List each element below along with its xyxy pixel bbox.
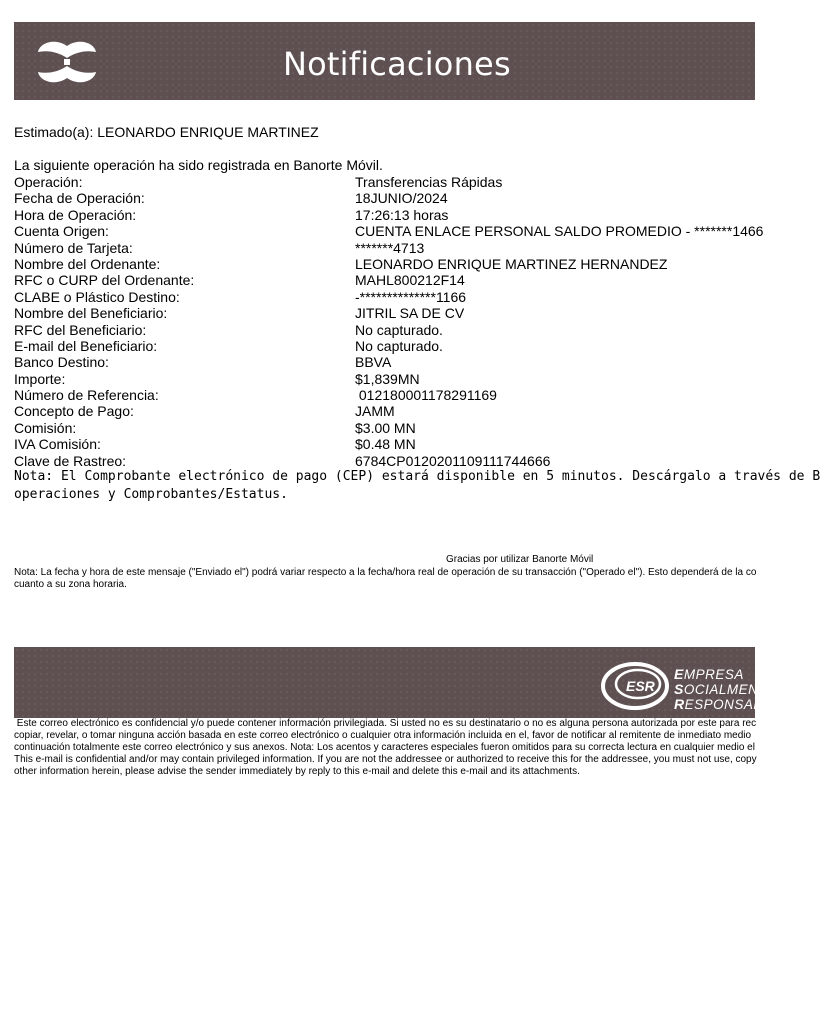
detail-row [14,354,768,370]
detail-value: 17:26:13 horas [355,206,449,223]
detail-value: 012180001178291169 [355,387,497,404]
greeting: Estimado(a): LEONARDO ENRIQUE MARTINEZ [14,124,319,140]
detail-value: 18JUNIO/2024 [355,190,448,207]
confidentiality-disclaimer [14,718,768,778]
detail-value: BBVA [355,354,392,371]
disclaimer-line: Este correo electrónico es confidencial y/o puede contener información privilegiada. Si usted no es su destinatario o no es alguna persona autorizada por este para rec [14,718,757,729]
detail-value: *******4713 [355,239,425,256]
detail-label: Nombre del Ordenante: [14,255,161,272]
detail-label: Fecha de Operación: [14,190,145,207]
esr-badge-text: ESR [626,678,655,694]
detail-value: Transferencias Rápidas [355,174,503,190]
cep-note-line: operaciones y Comprobantes/Estatus. [14,487,288,502]
esr-logo-icon [600,658,670,712]
detail-value: MAHL800212F14 [355,272,465,289]
detail-value: $1,839MN [355,370,420,387]
detail-label: Banco Destino: [14,354,109,371]
detail-row [14,289,768,305]
detail-row [14,256,768,272]
detail-row [14,436,768,452]
cep-note [14,468,820,504]
detail-value: JAMM [355,403,395,420]
disclaimer-line: continuación totalmente este correo electrónico y sus anexos. Nota: Los acentos y caracteres especiales fueron omitidos para su correcta lectura en cualquier medio el [14,742,755,753]
detail-row [14,403,768,419]
detail-row [14,371,768,387]
detail-row [14,223,768,239]
date-note-line: cuanto a su zona horaria. [14,579,127,590]
banorte-logo-icon [34,40,100,84]
header-title: Notificaciones [283,45,511,83]
detail-row [14,240,768,256]
header-banner [14,22,755,100]
detail-value: CUENTA ENLACE PERSONAL SALDO PROMEDIO - *******1466 [355,223,764,240]
intro-text: La siguiente operación ha sido registrada en Banorte Móvil. [14,157,383,173]
detail-value: 6784CP0120201109111744666 [355,452,551,469]
detail-row [14,453,768,469]
disclaimer-line: other information herein, please advise the sender immediately by reply to this e-mail and delete this e-mail and its attachments. [14,766,580,777]
detail-value: JITRIL SA DE CV [355,305,465,322]
detail-value: $3.00 MN [355,419,416,436]
detail-label: Clave de Rastreo: [14,452,127,469]
esr-word: ESPONSABLE [684,697,781,712]
detail-value: LEONARDO ENRIQUE MARTINEZ HERNANDEZ [355,255,668,272]
detail-label: Nombre del Beneficiario: [14,305,168,322]
detail-label: Cuenta Origen: [14,223,109,240]
esr-word: MPRESA [683,667,744,682]
disclaimer-line: copiar, revelar, o tomar ninguna acción basada en este correo electrónico o cualquier otra información incluida en el, favor de notificar al remitente de inmediato medio [14,730,752,741]
detail-row [14,190,768,206]
detail-row [14,338,768,354]
detail-label: Número de Tarjeta: [14,239,133,256]
esr-label [674,667,780,712]
detail-label: Comisión: [14,419,77,436]
cep-note-line: Nota: El Comprobante electrónico de pago (CEP) estará disponible en 5 minutos. Descárgalo a través de B [14,469,820,484]
detail-label: IVA Comisión: [14,436,101,453]
detail-row [14,305,768,321]
esr-word: OCIALMENTE [683,682,777,697]
detail-label: RFC o CURP del Ordenante: [14,272,195,289]
esr-cap: S [674,681,684,697]
detail-label: Importe: [14,370,66,387]
detail-row [14,272,768,288]
detail-value: No capturado. [355,337,443,354]
detail-row [14,322,768,338]
detail-label: Número de Referencia: [14,387,159,404]
date-note [14,567,768,591]
esr-cap: R [674,696,685,712]
detail-value: $0.48 MN [355,436,416,453]
detail-row [14,420,768,436]
date-note-line: Nota: La fecha y hora de este mensaje ("Enviado el") podrá variar respecto a la fecha/hora real de operación de su transacción ("Operado el"). Esto dependerá de la co [14,567,757,578]
esr-cap: E [674,666,684,682]
detail-row [14,387,768,403]
detail-row [14,207,768,223]
detail-label: E-mail del Beneficiario: [14,337,158,354]
disclaimer-line: This e-mail is confidential and/or may contain privileged information. If you are not the addressee or authorized to receive this for the addressee, you must not use, copy [14,754,757,765]
thanks-text: Gracias por utilizar Banorte Móvil [446,554,594,565]
detail-label: Concepto de Pago: [14,403,134,420]
detail-value: -**************1166 [355,288,467,305]
footer-banner [14,647,781,718]
detail-label: RFC del Beneficiario: [14,321,147,338]
detail-row [14,174,768,190]
detail-value: No capturado. [355,321,443,338]
detail-label: Operación: [14,174,83,190]
detail-label: Hora de Operación: [14,206,137,223]
detail-label: CLABE o Plástico Destino: [14,288,180,305]
operation-details [14,174,768,469]
